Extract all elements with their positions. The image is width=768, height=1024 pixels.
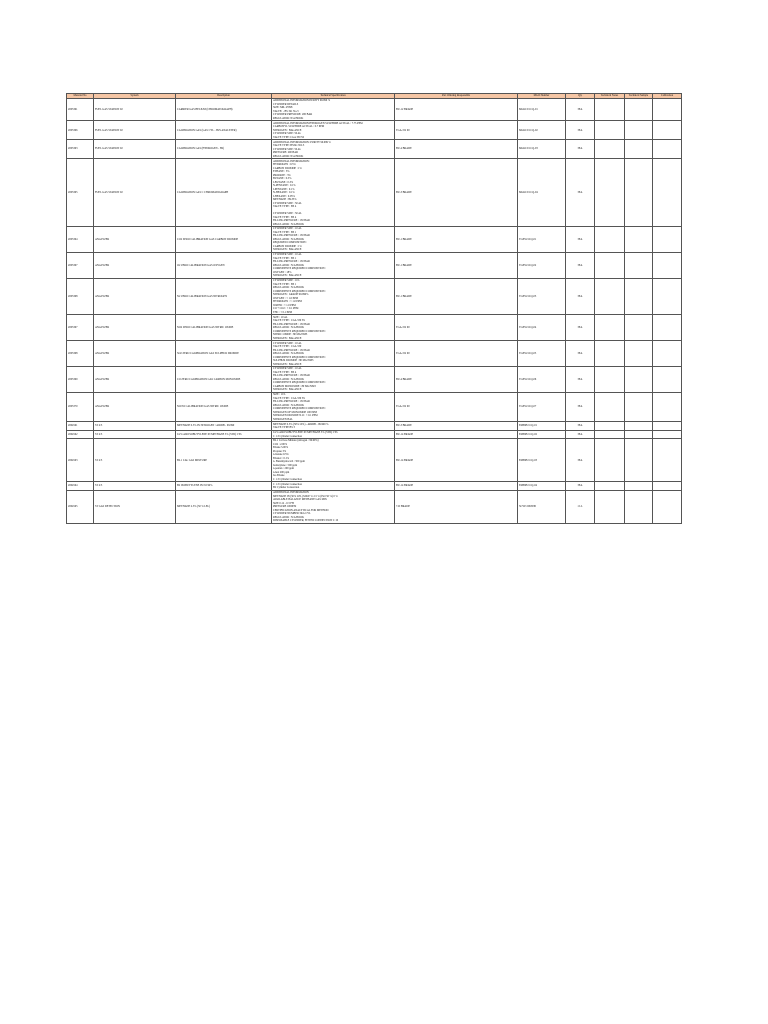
mgo-number-cell[interactable]: SCYP-5063930	[518, 490, 566, 523]
mgo-number-cell[interactable]: EMBPU1CQ-01	[518, 422, 566, 430]
mgo-number-cell[interactable]: EMBPU1CQ-03	[518, 439, 566, 482]
system-cell[interactable]: ANALYZER	[94, 315, 176, 341]
table-row[interactable]	[67, 439, 682, 482]
header-technical-sample[interactable]: Technical Sample	[625, 94, 653, 99]
system-cell[interactable]: ST GAS DETECTION	[94, 490, 176, 523]
qty-cell[interactable]: 3EA	[566, 227, 595, 253]
specification-cell[interactable]: CYLINDER SIZE : 10 AL VALVE TYPE : CGA 330 FILLING PRESSURE : 150 BAR REGULATOR : N/A HOOK COMPONENTS REQUIRED COMPOSITION : SULPHUR DIOXIDE : 80 MG/NM3 NITROGEN : BALANCE	[272, 341, 395, 367]
calibration-cell[interactable]	[653, 430, 682, 438]
calibration-cell[interactable]	[653, 367, 682, 393]
part-offering-cell[interactable]: TGA-3 R 90	[395, 341, 518, 367]
header-qty[interactable]: Qty	[566, 94, 595, 99]
mgo-number-cell[interactable]: EMBPU1CQ-04	[518, 482, 566, 490]
qty-cell[interactable]: 3EA	[566, 278, 595, 314]
specification-cell[interactable]: CYLINDER SIZE : 10 AL VALVE TYPE : BS 4 FILLING PRESSURE : 150 BAR REGULATOR : N/A HOOK COMPONENTS REQUIRED COMPOSITION : CARBON MONOXIDE : 80 MG/NM3 NITROGEN : BALANCE	[272, 367, 395, 393]
technical-notes-cell[interactable]	[595, 482, 625, 490]
table-row[interactable]	[67, 227, 682, 253]
table-row[interactable]	[67, 99, 682, 121]
technical-sample-cell[interactable]	[625, 422, 653, 430]
description-cell[interactable]: NO/N2 CALIBRATION GAS NITRIC OXIDE	[176, 392, 272, 421]
qty-cell[interactable]: 1 LL	[566, 490, 595, 523]
technical-sample-cell[interactable]	[625, 140, 653, 159]
part-offering-cell[interactable]: BU-14 BRADE	[395, 439, 518, 482]
system-cell[interactable]: FUEL GAS STATION 02	[94, 99, 176, 121]
calibration-cell[interactable]	[653, 140, 682, 159]
materials-table	[66, 93, 682, 524]
part-offering-cell[interactable]: TGA-3 R 90	[395, 392, 518, 421]
technical-notes-cell[interactable]	[595, 341, 625, 367]
qty-cell[interactable]: 3EA	[566, 252, 595, 278]
specification-cell[interactable]: B2.1 Cal Gas Mixture (nitrogen : 99.99%) CO2 : 2.00% Ethane 5.00% Propane 3% n-butane 0.5% Ethanol : 0.1% n- Butenhydrocarb : 500 ppm Isobutylene : 500 ppm n-pentan : 200 ppm n-hex 200 ppm Iso Ethane C 1.3 Cylinder Connection	[272, 439, 395, 482]
material-no-cell[interactable]: 2005367	[67, 252, 94, 278]
qty-cell[interactable]: 3EA	[566, 430, 595, 438]
technical-sample-cell[interactable]	[625, 278, 653, 314]
specification-cell[interactable]: ADDITIONAL INFORMATION: PURITY 99.999 % VALVE TYPE: BS341 NO.3 CYLINDER SIZE: 50 AL PRESSURE: 200 BAR REGULATOR: N/A HOOK	[272, 140, 395, 159]
technical-notes-cell[interactable]	[595, 367, 625, 393]
qty-cell[interactable]: 3EA	[566, 315, 595, 341]
part-offering-cell[interactable]: BU-4 BRADE	[395, 367, 518, 393]
description-cell[interactable]: CARRIER GAS HELIUM (CHROMATOGRAPH)	[176, 99, 272, 121]
specification-cell[interactable]: CYLINDER SIZE : 10 AL VALVE TYPE : BS 1 FILLING PRESSURE : 150 BAR REGULATOR : N/A HOOK COMPONENTS REQUIRED COMPOSITION : OXYGEN : 18% NITROGEN : BALANCE	[272, 252, 395, 278]
description-cell[interactable]: O2 ZERO CALIBRATION GAS OXYGEN	[176, 252, 272, 278]
mgo-number-cell[interactable]: MGKCU1CQ-03	[518, 140, 566, 159]
mgo-number-cell[interactable]: EMBPU1CQ-02	[518, 430, 566, 438]
technical-sample-cell[interactable]	[625, 227, 653, 253]
system-cell[interactable]: FUEL GAS STATION 02	[94, 140, 176, 159]
qty-cell[interactable]: 3EA	[566, 422, 595, 430]
calibration-cell[interactable]	[653, 159, 682, 227]
qty-cell[interactable]: 3EA	[566, 392, 595, 421]
part-offering-cell[interactable]: BU-14 BRADE	[395, 430, 518, 438]
description-cell[interactable]: SO2 ZERO CALIBRATION GAS SULPHUR DIOXIDE	[176, 341, 272, 367]
mgo-number-cell[interactable]: MGKCU1CQ-02	[518, 121, 566, 140]
mgo-number-cell[interactable]: TGPSU1CQ-04	[518, 315, 566, 341]
material-no-cell[interactable]: 2005370	[67, 392, 94, 421]
material-no-cell[interactable]: 2005367	[67, 315, 94, 341]
header-description[interactable]: Description	[176, 94, 272, 99]
technical-sample-cell[interactable]	[625, 490, 653, 523]
material-no-cell[interactable]: 2005365	[67, 159, 94, 227]
technical-sample-cell[interactable]	[625, 159, 653, 227]
part-offering-cell[interactable]: TGA-3 R 90	[395, 315, 518, 341]
header-calibration[interactable]: Calibration	[653, 94, 682, 99]
technical-notes-cell[interactable]	[595, 159, 625, 227]
description-cell[interactable]: METHANE 2.5% (50 % LEL)	[176, 490, 272, 523]
system-cell[interactable]: ST 4/3	[94, 439, 176, 482]
specification-cell[interactable]: ADDITIONAL INFORMATION METHANE IN (50% LEL) MILE % 2.5 % (ISO 50 %) 0 % AVAILABLE BALANCE METHANE GAS MIX SIZE 0.12 - 0.3 FH PRESSURE 1000PSI CERTIFICATION ANALYTICAL FOR METHOD CYLINDER NUMBER 3KG CYL REGULATOR : N/A HOOK DISPOSABLE CYLINDER, FITTED CONNECTION C 10	[272, 490, 395, 523]
specification-cell[interactable]: CYLINDER SIZE : 10 L VALVE TYPE : BS 1 REGULATOR : N/A HOOK COMPONENTS REQUIRED COMPOSITION : NITROGEN : GRADE 99.999% OXYGEN : < 1.0 PPM HYDROGEN : < 1.0 PPM WATER : < 1.0 PPM CO + CO2 : < 0.1 PPM THC : < 0.1 PPM	[272, 278, 395, 314]
table-row[interactable]	[67, 315, 682, 341]
system-cell[interactable]: ANALYZER	[94, 367, 176, 393]
technical-sample-cell[interactable]	[625, 482, 653, 490]
description-cell[interactable]: CALIBRATION GAS (HYDROGEN - H2)	[176, 140, 272, 159]
technical-sample-cell[interactable]	[625, 341, 653, 367]
mgo-number-cell[interactable]: MGKCU1CQ-01	[518, 99, 566, 121]
material-no-cell[interactable]: 2004562	[67, 430, 94, 438]
system-cell[interactable]: ANALYZER	[94, 278, 176, 314]
spreadsheet-sheet	[66, 93, 681, 524]
part-offering-cell[interactable]: BU-14 BRADE	[395, 482, 518, 490]
description-cell[interactable]: B2 ISOBUTYLENE IN N2 99%	[176, 482, 272, 490]
qty-cell[interactable]: 3EA	[566, 341, 595, 367]
description-cell[interactable]: 0.2% AIR ISOBUTYLENE IN METHANE 5% (STD) CYL	[176, 430, 272, 438]
mgo-number-cell[interactable]: MGKCU1CQ-04	[518, 159, 566, 227]
technical-notes-cell[interactable]	[595, 422, 625, 430]
technical-sample-cell[interactable]	[625, 252, 653, 278]
part-offering-cell[interactable]: BU-1 BRADE	[395, 227, 518, 253]
header-technical-notes[interactable]: Technical Notes	[595, 94, 625, 99]
part-offering-cell[interactable]: BU-4 BRADE	[395, 140, 518, 159]
technical-notes-cell[interactable]	[595, 315, 625, 341]
table-row[interactable]	[67, 392, 682, 421]
header-mgo-number[interactable]: MGO Number	[518, 94, 566, 99]
part-offering-cell[interactable]: TGA-3 R 90	[395, 121, 518, 140]
calibration-cell[interactable]	[653, 490, 682, 523]
table-row[interactable]	[67, 341, 682, 367]
material-no-cell[interactable]: 2005368	[67, 278, 94, 314]
mgo-number-cell[interactable]: TGPSU1CQ-06	[518, 367, 566, 393]
material-no-cell[interactable]: 2005363	[67, 140, 94, 159]
table-body	[67, 99, 682, 524]
technical-notes-cell[interactable]	[595, 490, 625, 523]
technical-notes-cell[interactable]	[595, 252, 625, 278]
system-cell[interactable]: FUEL GAS STATION 02	[94, 121, 176, 140]
qty-cell[interactable]: 3EA	[566, 439, 595, 482]
technical-sample-cell[interactable]	[625, 99, 653, 121]
qty-cell[interactable]: 3EA	[566, 121, 595, 140]
specification-cell[interactable]: ADDITIONAL INFORMATION:PURITY 99.999 % CYLINDER DETAILS SIZE: MIL 47098 VALVE: - BS 341 No.3 CYLINDER PRESSURE: 200 BAR REGULATOR: N/A HOOK	[272, 99, 395, 121]
system-cell[interactable]: ST 4/3	[94, 482, 176, 490]
part-offering-cell[interactable]: BU-3 BRADE	[395, 159, 518, 227]
description-cell[interactable]: NO2 ZERO CALIBRATION GAS NITRIC OXIDE	[176, 315, 272, 341]
calibration-cell[interactable]	[653, 341, 682, 367]
technical-sample-cell[interactable]	[625, 367, 653, 393]
table-row[interactable]	[67, 422, 682, 430]
calibration-cell[interactable]	[653, 252, 682, 278]
table-row[interactable]	[67, 140, 682, 159]
system-cell[interactable]: ST 4/3	[94, 422, 176, 430]
qty-cell[interactable]: 3EA	[566, 99, 595, 121]
description-cell[interactable]: N2 ZERO CALIBRATION GAS NITROGEN	[176, 278, 272, 314]
material-no-cell[interactable]: 2005368	[67, 341, 94, 367]
system-cell[interactable]: ANALYZER	[94, 252, 176, 278]
material-no-cell[interactable]: 2004561	[67, 422, 94, 430]
material-no-cell[interactable]: 2004565	[67, 490, 94, 523]
part-offering-cell[interactable]: BU-12 BRADE	[395, 99, 518, 121]
calibration-cell[interactable]	[653, 99, 682, 121]
technical-notes-cell[interactable]	[595, 278, 625, 314]
technical-sample-cell[interactable]	[625, 315, 653, 341]
qty-cell[interactable]: 3EA	[566, 367, 595, 393]
technical-notes-cell[interactable]	[595, 140, 625, 159]
calibration-cell[interactable]	[653, 315, 682, 341]
system-cell[interactable]: ST 4/3	[94, 430, 176, 438]
technical-notes-cell[interactable]	[595, 430, 625, 438]
material-no-cell[interactable]: 2005364	[67, 227, 94, 253]
calibration-cell[interactable]	[653, 439, 682, 482]
specification-cell[interactable]: METHANE 0.5% (30% LEL) - AIRDB - 99.999 % VALVE TYPE BS 3	[272, 422, 395, 430]
calibration-cell[interactable]	[653, 482, 682, 490]
table-row[interactable]	[67, 430, 682, 438]
technical-notes-cell[interactable]	[595, 439, 625, 482]
technical-notes-cell[interactable]	[595, 121, 625, 140]
qty-cell[interactable]: 3EA	[566, 140, 595, 159]
calibration-cell[interactable]	[653, 227, 682, 253]
calibration-cell[interactable]	[653, 422, 682, 430]
header-part-offering[interactable]: Part Offering Responsible	[395, 94, 518, 99]
material-no-cell[interactable]: 2005366	[67, 121, 94, 140]
specification-cell[interactable]: C 1.3 Cylinder Connection B2 Cylinder Connection	[272, 482, 395, 490]
mgo-number-cell[interactable]: TGPSU1CQ-01	[518, 227, 566, 253]
mgo-number-cell[interactable]: TGPSU1CQ-07	[518, 392, 566, 421]
calibration-cell[interactable]	[653, 121, 682, 140]
description-cell[interactable]: METHANE 0.5% IN NITROGEN / AIRDB - 99.999	[176, 422, 272, 430]
technical-notes-cell[interactable]	[595, 392, 625, 421]
description-cell[interactable]: CO ZERO CALIBRATION GAS CARBON MONOXIDE	[176, 367, 272, 393]
material-no-cell[interactable]: 2005369	[67, 367, 94, 393]
technical-sample-cell[interactable]	[625, 439, 653, 482]
description-cell[interactable]: CALIBRATION GAS C CHROMATOGRAPH	[176, 159, 272, 227]
specification-cell[interactable]: ADDITIONAL INFORMATION: HYDROGEN : 0.5% CARBON DIOXIDE : 1% ETHANE : 5% PROPANE : 3% BUTANE : 0.5% I-BUTANE : 0.3% N-PENTANE : 0.1% I-PENTANE : 0.1% N-HEXANE : 0.1% I-HEXANE : 0.05% METHANE : 89.35% CYLINDER SIZE : 50 AL VALVE TYPE : BS 4 CYLINDER SIZE : 50 AL VALVE TYPE : BS 4 FILLING PRESSURE : 150 BAR REGULATOR : N/A HOOK	[272, 159, 395, 227]
mgo-number-cell[interactable]: TGPSU1CQ-02	[518, 252, 566, 278]
part-offering-cell[interactable]: 7-D BRADE	[395, 490, 518, 523]
qty-cell[interactable]: 3EA	[566, 482, 595, 490]
system-cell[interactable]: FUEL GAS STATION 02	[94, 159, 176, 227]
material-no-cell[interactable]: 2005361	[67, 99, 94, 121]
table-row[interactable]	[67, 159, 682, 227]
header-system[interactable]: System	[94, 94, 176, 99]
table-row[interactable]	[67, 121, 682, 140]
calibration-cell[interactable]	[653, 278, 682, 314]
table-row[interactable]	[67, 278, 682, 314]
system-cell[interactable]: ANALYZER	[94, 392, 176, 421]
material-no-cell[interactable]: 2004563	[67, 439, 94, 482]
table-row[interactable]	[67, 367, 682, 393]
part-offering-cell[interactable]: BU-1 BRADE	[395, 278, 518, 314]
specification-cell[interactable]: SIZE : 10 L VALVE TYPE : CGA 330 SS FILLING PRESSURE : 150 BAR REGULATOR : N/A HOOK COMPONENTS REQUIRED COMPOSITION : NITROGEN OF MONOXIDE 100 PPM NITROGEN DIOXIDE N.O : < 0.1 PPM NITROGEN BAL	[272, 392, 395, 421]
calibration-cell[interactable]	[653, 392, 682, 421]
technical-notes-cell[interactable]	[595, 99, 625, 121]
mgo-number-cell[interactable]: TGPSU1CQ-05	[518, 341, 566, 367]
specification-cell[interactable]: CYLINDER SIZE : 10 AL VALVE TYPE : BS 1 FILLING PRESSURE : 150 BAR REGULATOR : N/A HOOK REQUIRED COMPOSITION : CARBON DIOXIDE : 1% NITROGEN : BALANCE	[272, 227, 395, 253]
header-technical-specification[interactable]: Technical Specification	[272, 94, 395, 99]
description-cell[interactable]: CO2 ZERO CALIBRATION GAS CARBON DIOXIDE	[176, 227, 272, 253]
description-cell[interactable]: CALIBRATION GAS (GAS CYL - H2S ANALYZER)	[176, 121, 272, 140]
technical-sample-cell[interactable]	[625, 430, 653, 438]
system-cell[interactable]: ANALYZER	[94, 227, 176, 253]
technical-sample-cell[interactable]	[625, 392, 653, 421]
description-cell[interactable]: B2.1 CAL GAS MIXTURE	[176, 439, 272, 482]
material-no-cell[interactable]: 2004564	[67, 482, 94, 490]
part-offering-cell[interactable]: BU-1 BRADE	[395, 252, 518, 278]
qty-cell[interactable]: 3EA	[566, 159, 595, 227]
specification-cell[interactable]: 0.2% AIR ISOBUTYLENE IN METHANE 5% (STD) CYL C 1.3 Cylinder Connection	[272, 430, 395, 438]
specification-cell[interactable]: SIZE : 10 AL VALVE TYPE : CGA 330 SS FILLING PRESSURE : 150 BAR REGULATOR : N/A HOOK COMPONENTS REQUIRED COMPOSITION : NITRIC OXIDE : 80 MG/NM3 NITROGEN : BALANCE	[272, 315, 395, 341]
system-cell[interactable]: ANALYZER	[94, 341, 176, 367]
table-row[interactable]	[67, 490, 682, 523]
technical-notes-cell[interactable]	[595, 227, 625, 253]
technical-sample-cell[interactable]	[625, 121, 653, 140]
table-row[interactable]	[67, 482, 682, 490]
mgo-number-cell[interactable]: TGPSU1CQ-03	[518, 278, 566, 314]
part-offering-cell[interactable]: BU-3 BRADE	[395, 422, 518, 430]
table-row[interactable]	[67, 252, 682, 278]
specification-cell[interactable]: ADDITIONAL INFORMATION:HYDROGEN SULPHIDE ACTUAL : 7.75 PPM CARBONYL SULPHIDE ACTUAL : 0.7 PPM NITROGEN : BALANCE CYLINDER SIZE: 50 AL VALVE TYPE: CGA 330 SS	[272, 121, 395, 140]
header-material-no[interactable]: Material No	[67, 94, 94, 99]
